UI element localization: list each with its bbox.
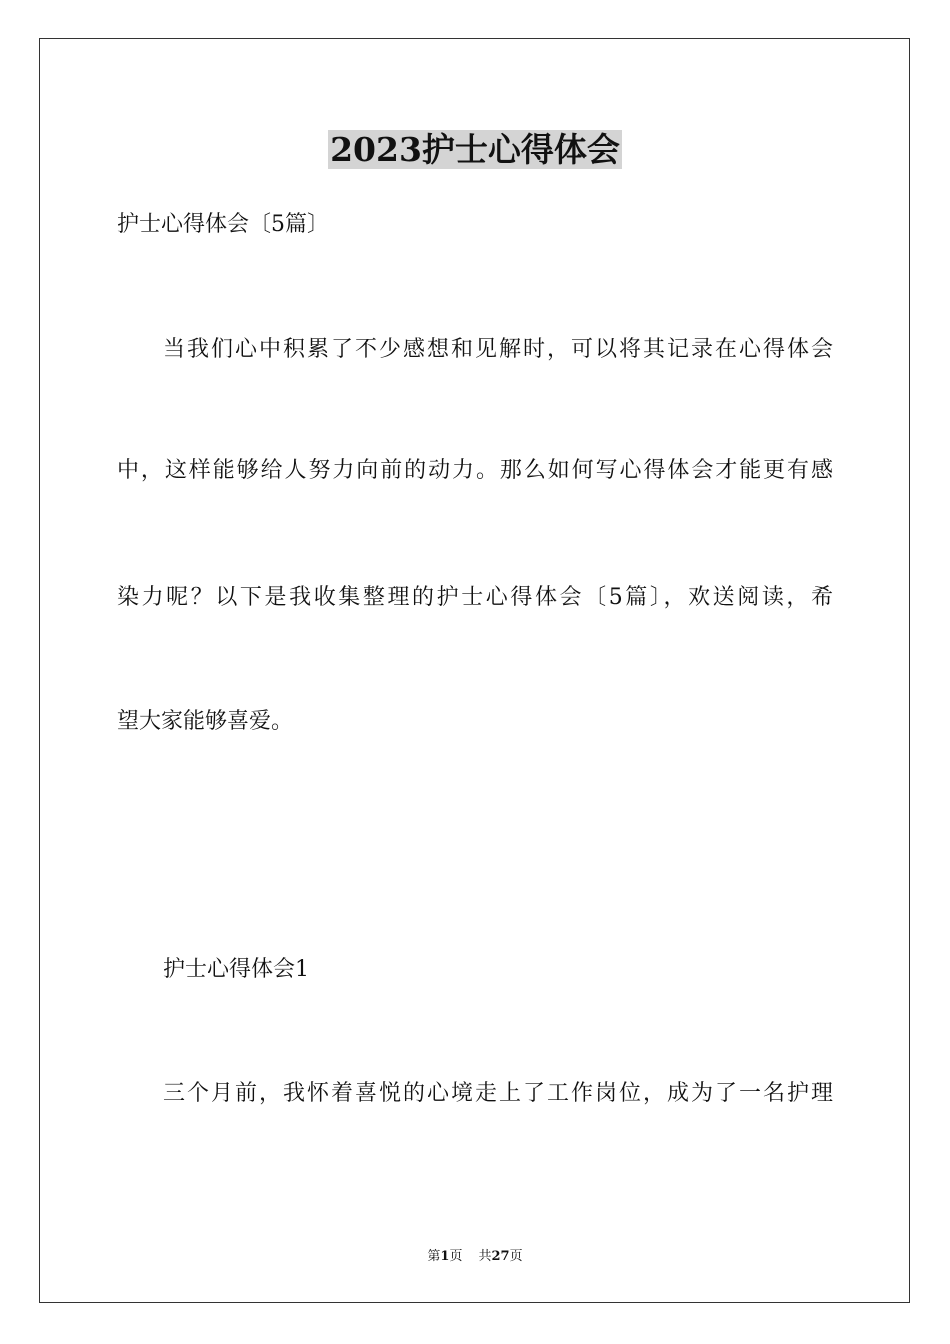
intro-line-2: 中，这样能够给人努力向前的动力。那么如何写心得体会才能更有感	[117, 458, 833, 483]
page-footer	[0, 1247, 950, 1267]
footer-total-pages: 27	[491, 1249, 510, 1264]
footer-total-prefix: 共	[478, 1249, 492, 1264]
section-line-1: 三个月前，我怀着喜悦的心境走上了工作岗位，成为了一名护理	[163, 1081, 833, 1106]
intro-line-3: 染力呢？以下是我收集整理的护士心得体会〔5篇〕，欢送阅读，希	[117, 585, 833, 610]
document-title-text: 2023护士心得体会	[330, 130, 620, 169]
footer-page-suffix: 页	[449, 1249, 463, 1264]
section-heading: 护士心得体会1	[163, 957, 309, 982]
footer-page-number: 1	[440, 1249, 450, 1264]
intro-line-4: 望大家能够喜爱。	[117, 709, 294, 734]
document-title	[0, 128, 950, 172]
footer-page-prefix: 第	[427, 1249, 441, 1264]
document-subtitle: 护士心得体会〔5篇〕	[117, 212, 329, 237]
footer-total-suffix: 页	[509, 1249, 523, 1264]
intro-line-1: 当我们心中积累了不少感想和见解时，可以将其记录在心得体会	[163, 337, 833, 362]
